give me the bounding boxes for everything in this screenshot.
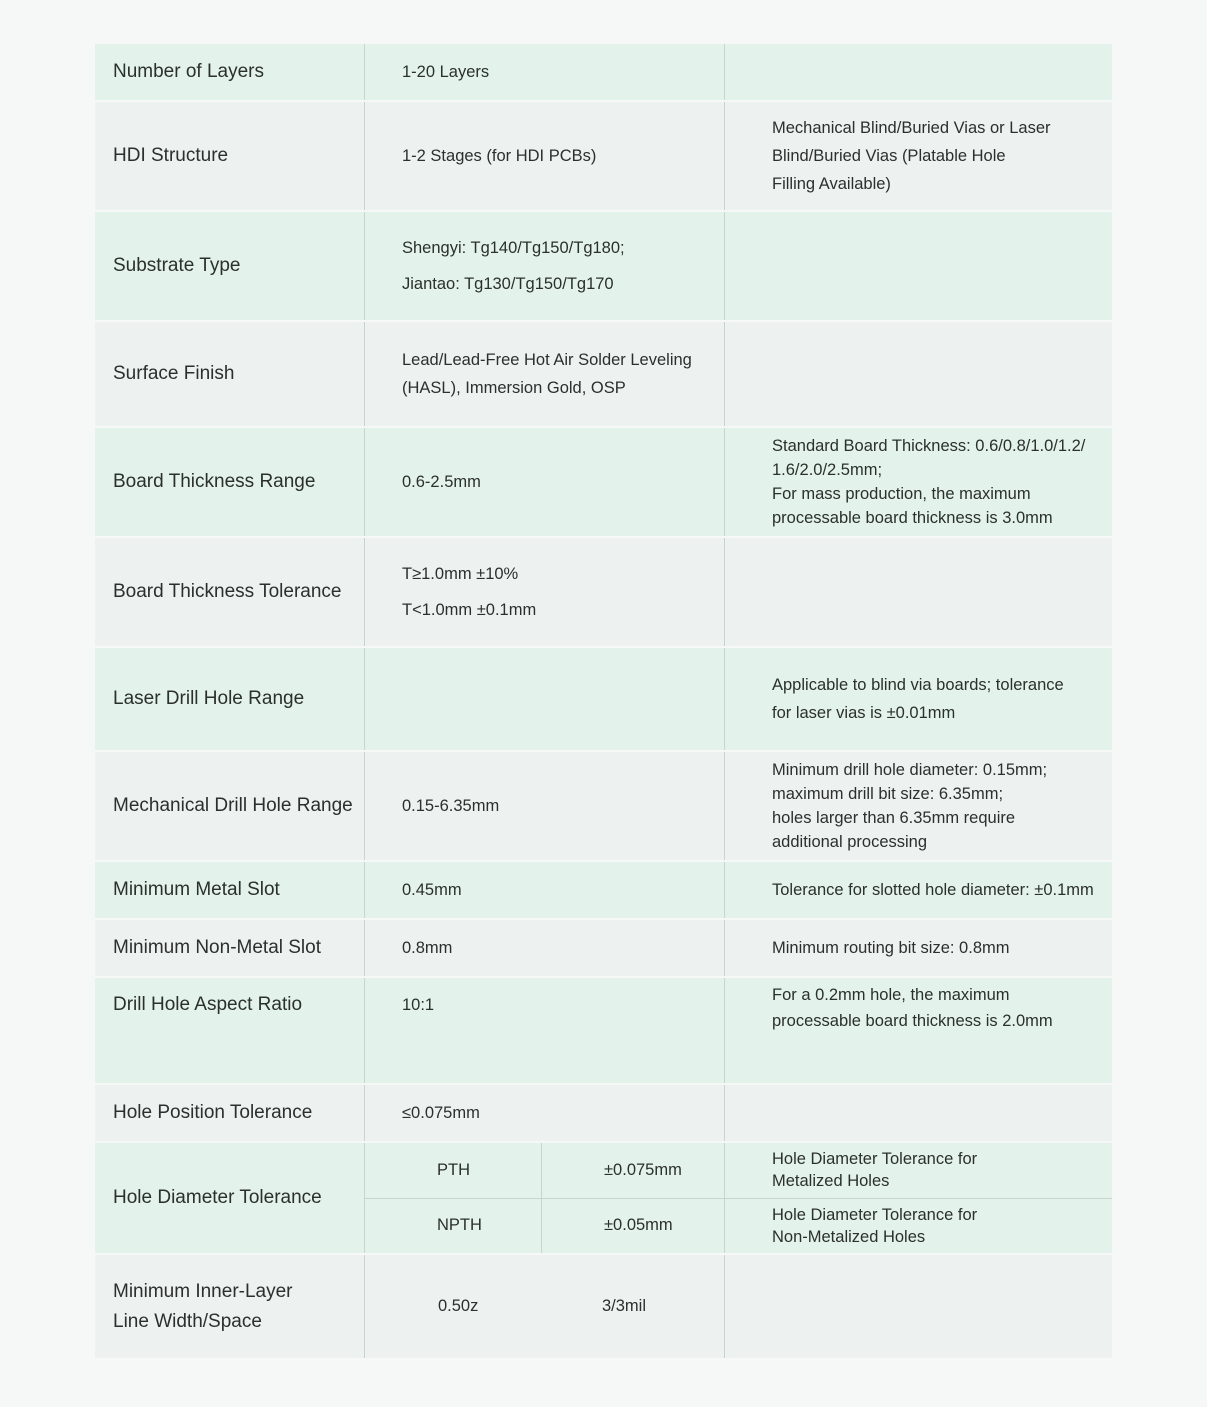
spec-value bbox=[365, 428, 725, 536]
spec-value-line: ≤0.075mm bbox=[402, 1104, 480, 1122]
table-row bbox=[95, 102, 1112, 212]
hole-tolerance: ±0.05mm bbox=[604, 1216, 673, 1235]
table-row bbox=[95, 978, 1112, 1085]
table-row bbox=[95, 322, 1112, 428]
spec-note-line: Blind/Buried Vias (Platable Hole bbox=[772, 147, 1006, 165]
spec-note-line: Minimum routing bit size: 0.8mm bbox=[772, 939, 1010, 957]
spec-value-line: 1-2 Stages (for HDI PCBs) bbox=[402, 147, 597, 165]
spec-name-line: Line Width/Space bbox=[113, 1310, 262, 1332]
spec-note bbox=[725, 1143, 1112, 1198]
subtable-row bbox=[365, 1198, 724, 1254]
spec-value bbox=[365, 978, 725, 1083]
spec-value-line: 1-20 Layers bbox=[402, 63, 490, 81]
hole-type: PTH bbox=[365, 1143, 542, 1198]
table-row bbox=[95, 44, 1112, 102]
spec-note bbox=[725, 322, 1112, 426]
spec-value-line: 10:1 bbox=[402, 996, 435, 1014]
spec-value bbox=[365, 920, 725, 976]
spec-note bbox=[725, 1085, 1112, 1141]
spec-value-line: Lead/Lead-Free Hot Air Solder Leveling bbox=[402, 351, 692, 369]
hole-diameter-notes bbox=[725, 1143, 1112, 1253]
table-row bbox=[95, 1085, 1112, 1143]
table-row bbox=[95, 648, 1112, 752]
spec-note-line: Hole Diameter Tolerance for bbox=[772, 1205, 978, 1224]
spec-value bbox=[365, 212, 725, 320]
spec-note-line: 1.6/2.0/2.5mm; bbox=[772, 461, 883, 479]
spec-note-line: holes larger than 6.35mm require bbox=[772, 809, 1016, 827]
spec-table bbox=[95, 44, 1112, 1358]
subtable-row bbox=[365, 1143, 724, 1198]
spec-value-line: Jiantao: Tg130/Tg150/Tg170 bbox=[402, 275, 614, 293]
spec-value bbox=[365, 1255, 725, 1358]
hole-tolerance: ±0.075mm bbox=[604, 1160, 682, 1179]
table-row bbox=[95, 212, 1112, 322]
spec-value bbox=[365, 1085, 725, 1141]
spec-note bbox=[725, 752, 1112, 860]
spec-note bbox=[725, 1198, 1112, 1254]
spec-name bbox=[95, 1255, 365, 1358]
spec-value-line: T≥1.0mm ±10% bbox=[402, 565, 519, 583]
spec-name: Minimum Non-Metal Slot bbox=[95, 920, 365, 976]
spec-value-line: 0.45mm bbox=[402, 881, 462, 899]
spec-value bbox=[365, 102, 725, 210]
spec-note-line: Filling Available) bbox=[772, 175, 891, 193]
spec-note-line: For a 0.2mm hole, the maximum bbox=[772, 986, 1010, 1004]
table-row bbox=[95, 428, 1112, 538]
spec-note-line: maximum drill bit size: 6.35mm; bbox=[772, 785, 1004, 803]
table-row bbox=[95, 1143, 1112, 1255]
spec-name: Board Thickness Range bbox=[95, 428, 365, 536]
spec-value-line: 0.8mm bbox=[402, 939, 453, 957]
spec-value-line: 0.6-2.5mm bbox=[402, 473, 481, 491]
spec-name: Drill Hole Aspect Ratio bbox=[95, 978, 365, 1083]
spec-note bbox=[725, 862, 1112, 918]
spec-value bbox=[365, 538, 725, 646]
spec-note bbox=[725, 428, 1112, 536]
spec-note-line: Non-Metalized Holes bbox=[772, 1227, 926, 1246]
hole-type: NPTH bbox=[365, 1199, 542, 1254]
spec-note-line: For mass production, the maximum bbox=[772, 485, 1031, 503]
spec-note-line: processable board thickness is 2.0mm bbox=[772, 1012, 1053, 1030]
spec-name: HDI Structure bbox=[95, 102, 365, 210]
spec-note bbox=[725, 44, 1112, 100]
spec-value-line: (HASL), Immersion Gold, OSP bbox=[402, 379, 626, 397]
spec-note bbox=[725, 648, 1112, 750]
spec-note-line: Standard Board Thickness: 0.6/0.8/1.0/1.2/ bbox=[772, 437, 1086, 455]
spec-note bbox=[725, 538, 1112, 646]
line-width-space: 3/3mil bbox=[602, 1297, 647, 1315]
spec-note-line: Metalized Holes bbox=[772, 1172, 890, 1191]
spec-value-line: 0.15-6.35mm bbox=[402, 797, 500, 815]
table-row bbox=[95, 920, 1112, 978]
spec-name: Surface Finish bbox=[95, 322, 365, 426]
spec-name-lines bbox=[113, 1277, 293, 1337]
table-row bbox=[95, 538, 1112, 648]
spec-note-line: Mechanical Blind/Buried Vias or Laser bbox=[772, 119, 1051, 137]
spec-note-line: for laser vias is ±0.01mm bbox=[772, 704, 956, 722]
spec-name: Hole Diameter Tolerance bbox=[95, 1143, 365, 1253]
spec-note-line: additional processing bbox=[772, 833, 928, 851]
spec-name: Substrate Type bbox=[95, 212, 365, 320]
spec-value bbox=[365, 44, 725, 100]
spec-note-line: Hole Diameter Tolerance for bbox=[772, 1150, 978, 1169]
spec-note-line: Tolerance for slotted hole diameter: ±0.1mm bbox=[772, 881, 1094, 899]
spec-value bbox=[365, 648, 725, 750]
table-row bbox=[95, 862, 1112, 920]
spec-name: Laser Drill Hole Range bbox=[95, 648, 365, 750]
spec-note-line: Minimum drill hole diameter: 0.15mm; bbox=[772, 761, 1048, 779]
spec-note bbox=[725, 102, 1112, 210]
table-row bbox=[95, 1255, 1112, 1358]
spec-value bbox=[365, 862, 725, 918]
spec-name: Minimum Metal Slot bbox=[95, 862, 365, 918]
hole-diameter-subtable bbox=[365, 1143, 725, 1253]
spec-note-line: Applicable to blind via boards; tolerance bbox=[772, 676, 1064, 694]
spec-note bbox=[725, 920, 1112, 976]
spec-value-line: T<1.0mm ±0.1mm bbox=[402, 601, 537, 619]
table-row bbox=[95, 752, 1112, 862]
copper-weight: 0.50z bbox=[438, 1297, 479, 1315]
spec-name: Number of Layers bbox=[95, 44, 365, 100]
spec-name: Mechanical Drill Hole Range bbox=[95, 752, 365, 860]
spec-note bbox=[725, 978, 1112, 1083]
spec-note bbox=[725, 212, 1112, 320]
spec-value bbox=[365, 322, 725, 426]
spec-name-line: Minimum Inner-Layer bbox=[113, 1280, 293, 1302]
spec-note bbox=[725, 1255, 1112, 1358]
spec-name: Board Thickness Tolerance bbox=[95, 538, 365, 646]
spec-name: Hole Position Tolerance bbox=[95, 1085, 365, 1141]
spec-value-line: Shengyi: Tg140/Tg150/Tg180; bbox=[402, 239, 625, 257]
spec-value bbox=[365, 752, 725, 860]
spec-note-line: processable board thickness is 3.0mm bbox=[772, 509, 1053, 527]
